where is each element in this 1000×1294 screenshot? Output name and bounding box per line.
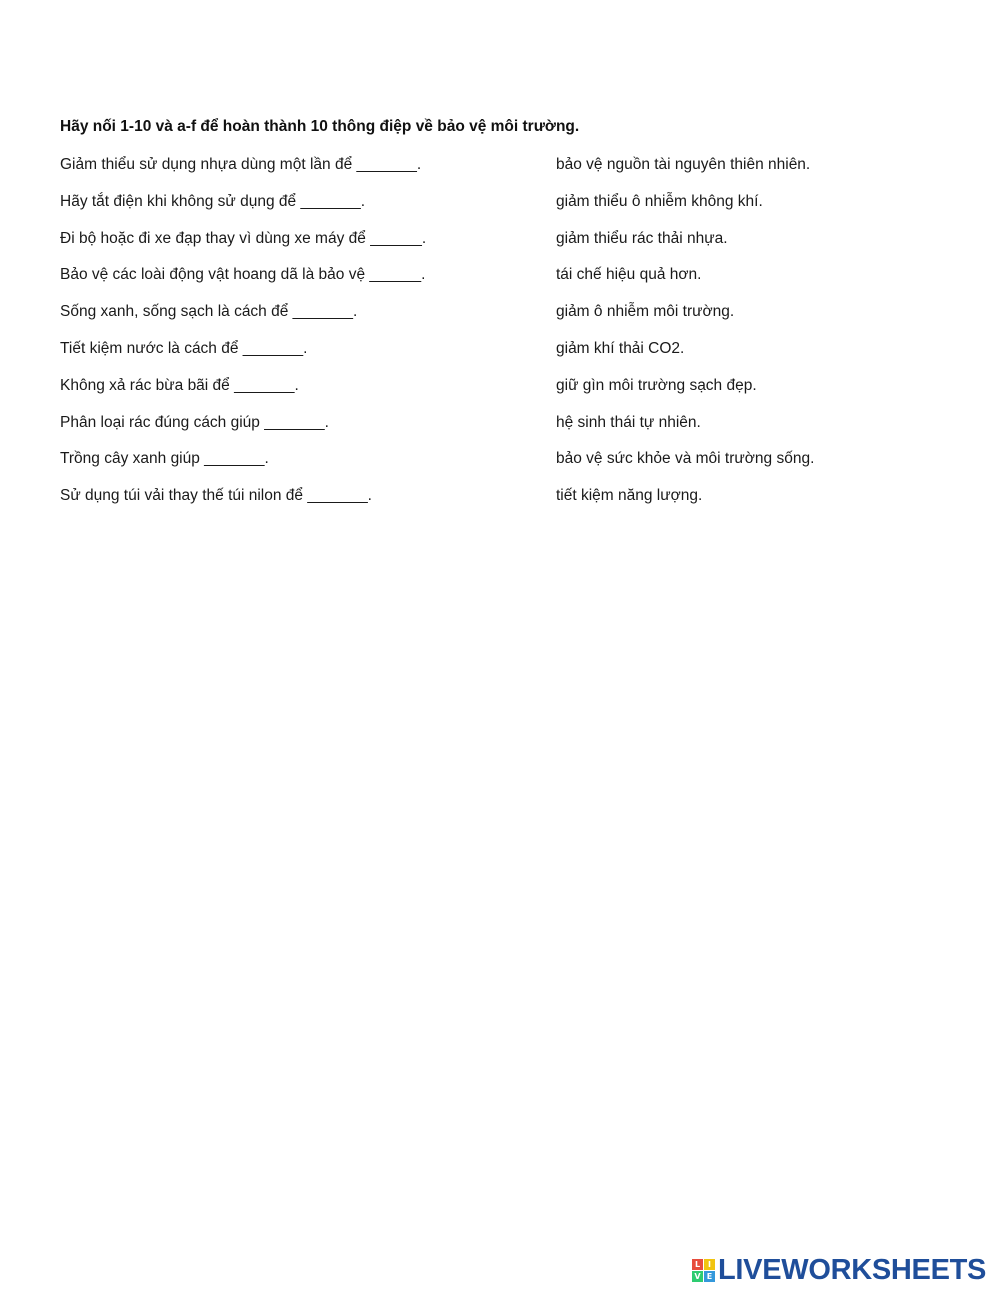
left-item: Không xả rác bừa bãi để _______. [60, 376, 299, 394]
logo-mark-letter: I [704, 1259, 715, 1270]
left-item: Sử dụng túi vải thay thế túi nilon để _______. [60, 487, 372, 505]
liveworksheets-logo [692, 1253, 986, 1287]
right-item: bảo vệ nguồn tài nguyên thiên nhiên. [556, 156, 811, 173]
matching-rows [60, 155, 960, 523]
left-item: Hãy tắt điện khi không sử dụng để _______. [60, 192, 366, 210]
logo-text: LIVEWORKSHEETS [718, 1254, 987, 1286]
left-item: Trồng cây xanh giúp _______. [60, 450, 269, 468]
logo-mark-letter: E [704, 1271, 715, 1282]
logo-mark-letter: V [692, 1271, 703, 1282]
right-item: tái chế hiệu quả hơn. [556, 266, 702, 284]
left-item: Phân loại rác đúng cách giúp _______. [60, 413, 329, 431]
left-item: Đi bộ hoặc đi xe đạp thay vì dùng xe máy để ______. [60, 229, 427, 247]
matching-row [60, 302, 960, 339]
matching-row [60, 155, 960, 192]
matching-row [60, 486, 960, 523]
left-item: Tiết kiệm nước là cách để _______. [60, 339, 308, 357]
right-item: giảm khí thải CO2. [556, 339, 685, 357]
right-item: giảm ô nhiễm môi trường. [556, 303, 735, 321]
matching-row [60, 449, 960, 486]
left-item: Bảo vệ các loài động vật hoang dã là bảo vệ ______. [60, 266, 426, 284]
instruction-heading: Hãy nối 1-10 và a-f để hoàn thành 10 thông điệp về bảo vệ môi trường. [60, 118, 580, 135]
right-item: giảm thiểu ô nhiễm không khí. [556, 192, 763, 210]
right-item: bảo vệ sức khỏe và môi trường sống. [556, 450, 815, 468]
logo-mark-letter: L [692, 1259, 703, 1270]
right-item: giảm thiểu rác thải nhựa. [556, 229, 728, 247]
right-item: tiết kiệm năng lượng. [556, 487, 703, 505]
matching-row [60, 413, 960, 450]
matching-row [60, 192, 960, 229]
matching-row [60, 376, 960, 413]
right-item: hệ sinh thái tự nhiên. [556, 413, 701, 431]
logo-mark-icon [692, 1259, 715, 1282]
left-item: Sống xanh, sống sạch là cách để _______. [60, 303, 358, 321]
matching-row [60, 229, 960, 266]
left-item: Giảm thiểu sử dụng nhựa dùng một lần để _______. [60, 156, 422, 173]
right-item: giữ gìn môi trường sạch đẹp. [556, 376, 757, 394]
matching-row [60, 339, 960, 376]
matching-row [60, 265, 960, 302]
